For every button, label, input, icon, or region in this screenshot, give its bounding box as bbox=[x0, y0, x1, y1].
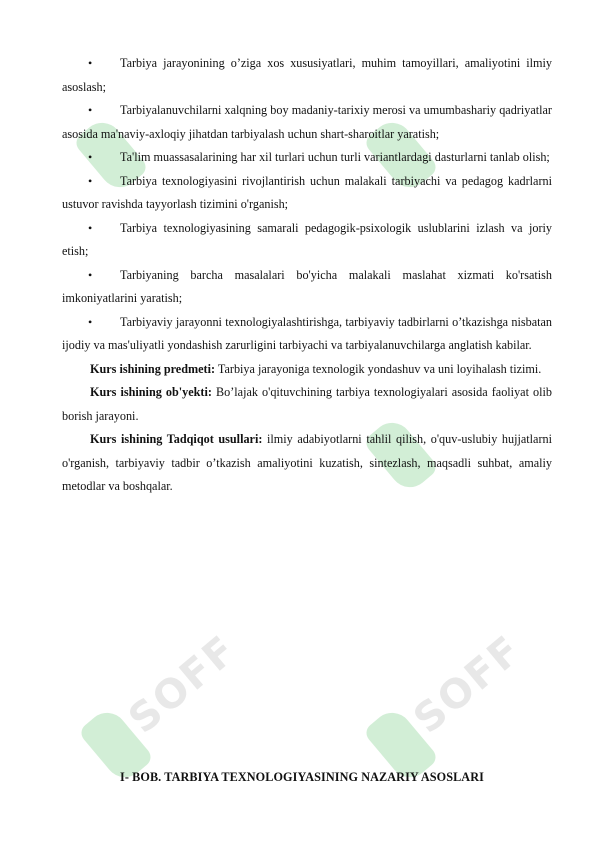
chapter-heading: I- BOB. TARBIYA TEXNOLOGIYASINING NAZARIY ASOSLARI bbox=[120, 770, 484, 784]
paragraph-label: Kurs ishining predmeti: bbox=[90, 361, 216, 376]
bullet-text: Tarbiya jarayonining o’ziga xos xususiyatlari, muhim tamoyillari, amaliyotini ilmiy asoslash; bbox=[62, 56, 552, 94]
bullet-text: Tarbiya texnologiyasini rivojlantirish uchun malakali tarbiyachi va pedagog kadrlarni ustuvor ravishda tayyorlash tizimini o'rganish; bbox=[62, 173, 552, 211]
bullet-icon: • bbox=[88, 220, 93, 235]
bullet-item bbox=[62, 52, 552, 99]
bullet-icon: • bbox=[88, 314, 93, 329]
bullet-text: Tarbiyaning barcha masalalari bo'yicha malakali maslahat xizmati ko'rsatish imkoniyatlarini yaratish; bbox=[62, 267, 552, 305]
paragraph-object bbox=[62, 381, 552, 428]
paragraph-text: Bo’lajak o'qituvchining tarbiya texnologiyalari asosida faoliyat olib borish jarayoni. bbox=[62, 385, 552, 423]
bullet-item bbox=[62, 146, 552, 170]
bullet-item bbox=[62, 217, 552, 264]
bullet-item bbox=[62, 170, 552, 217]
paragraph-text: Tarbiya jarayoniga texnologik yondashuv va uni loyihalash tizimi. bbox=[215, 361, 542, 376]
bullet-item bbox=[62, 311, 552, 358]
paragraph-subject bbox=[62, 358, 552, 382]
paragraph-text: ilmiy adabiyotlarni tahlil qilish, o'quv-uslubiy hujjatlarni o'rganish, tarbiyaviy tadbir o’tkazish amaliyotini kuzatish, sintezlash, maqsadli suhbat, amaliy metodlar va boshqalar. bbox=[62, 432, 553, 493]
bullet-text: Tarbiyaviy jarayonni texnologiyalashtirishga, tarbiyaviy tadbirlarni o’tkazishga nisbatan ijodiy va mas'uliyatli yondashish zarurligini tarbiyachi va tarbiyalanuvchilarga anglatish kabilar. bbox=[62, 314, 552, 352]
bullet-icon: • bbox=[88, 150, 93, 164]
bullet-list bbox=[62, 52, 552, 358]
bullet-item bbox=[62, 99, 552, 146]
document-body bbox=[62, 52, 552, 499]
bullet-text: Ta'lim muassasalarining har xil turlari uchun turli variantlardagi dasturlarni tanlab olish; bbox=[120, 150, 550, 164]
paragraph-methods bbox=[62, 428, 552, 499]
bullet-icon: • bbox=[88, 267, 93, 282]
watermark-text: SOFF bbox=[120, 626, 246, 743]
bullet-text: Tarbiya texnologiyasining samarali pedagogik-psixologik uslublarini izlash va joriy etish; bbox=[62, 220, 552, 258]
bullet-text: Tarbiyalanuvchilarni xalqning boy madaniy-tarixiy merosi va umumbashariy qadriyatlar asosida ma'naviy-axloqiy jihatdan tarbiyalash uchun shart-sharoitlar yaratish; bbox=[62, 103, 552, 141]
bullet-icon: • bbox=[88, 173, 93, 188]
bullet-item bbox=[62, 264, 552, 311]
bullet-icon: • bbox=[88, 56, 93, 70]
paragraph-label: Kurs ishining Tadqiqot usullari: bbox=[90, 432, 263, 446]
watermark-text: SOFF bbox=[405, 626, 531, 743]
bullet-icon: • bbox=[88, 103, 93, 117]
paragraph-label: Kurs ishining ob'yekti: bbox=[90, 385, 212, 399]
